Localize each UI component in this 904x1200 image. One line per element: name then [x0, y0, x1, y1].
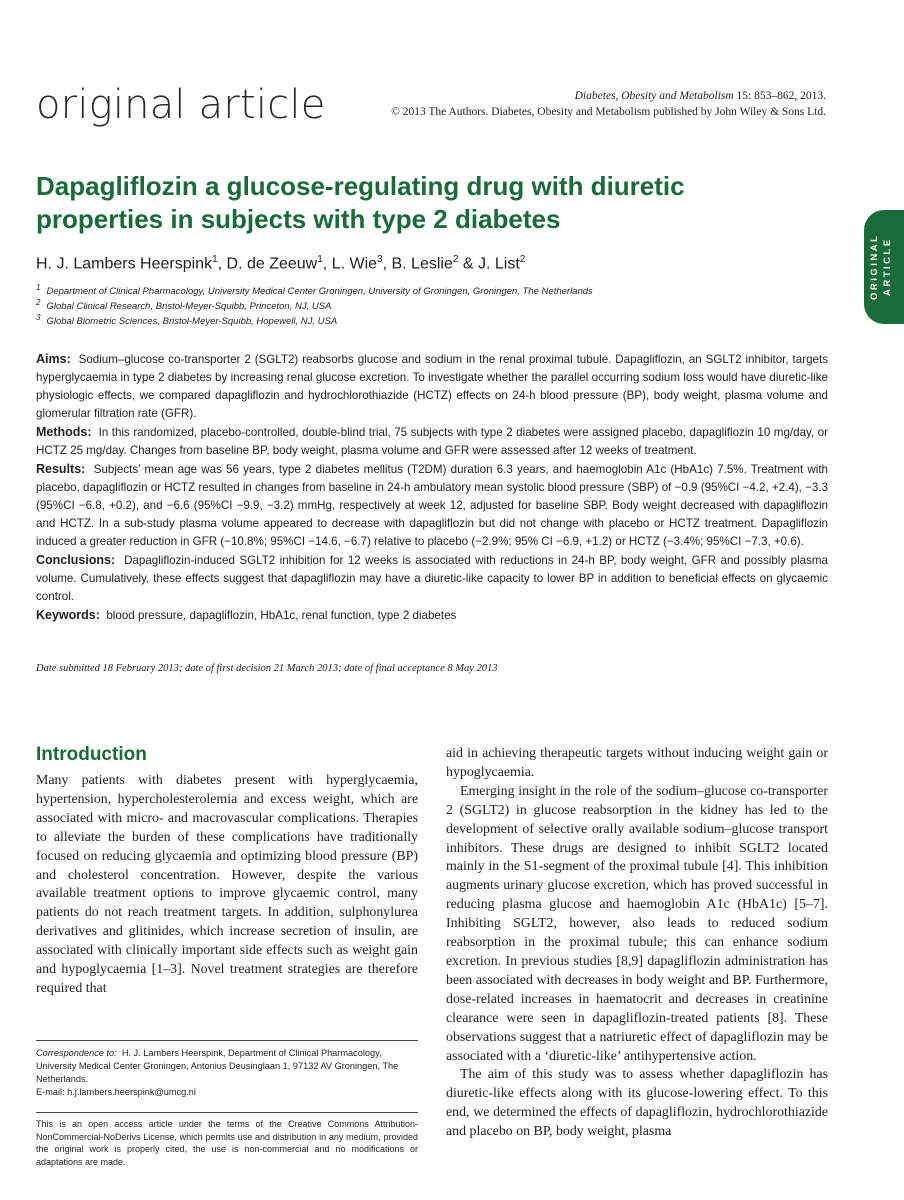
journal-volume: 15: 853–862, 2013.: [736, 90, 826, 102]
abstract-aims: Aims: Sodium–glucose co-transporter 2 (SGLT2) reabsorbs glucose and sodium in the renal proximal tubule. Dapagliflozin, an SGLT2 inhibitor, targets hyperglycaemia in type 2 diabetes by increasing renal glucose excretion. To investigate whether the parallel occurring sodium loss would have diuretic-like physiologic effects, we compared dapagliflozin and hydrochlorothiazide (HCTZ) effects on 24-h blood pressure (BP), body weight, plasma volume and glomerular filtration rate (GFR).: [36, 352, 828, 420]
author-list: [36, 250, 525, 274]
author-affiliation-mark: 1: [317, 254, 323, 265]
intro-paragraph: Emerging insight in the role of the sodium–glucose co-transporter 2 (SGLT2) in glucose reabsorption in the kidney has led to the development of selective orally available sodium–glucose transport inhibitors. These drugs are designed to inhibit SGLT2 located mainly in the S1-segment of the proximal tubule [4]. This inhibition augments urinary glucose excretion, which has proved successful in reducing plasma glucose and haemoglobin A1c (HbA1c) [5–7]. Inhibiting SGLT2, however, also leads to reduced sodium reabsorption in the proximal tubule; this can enhance sodium excretion. In previous studies [8,9] dapagliflozin administration has been associated with decreases in body weight and BP. Furthermore, dose-related increases in haematocrit and decreases in creatinine clearance were seen in dapagliflozin-treated patients [8]. These observations suggest that a natriuretic effect of dapagliflozin may be associated with a ‘diuretic-like’ antihypertensive action.: [446, 783, 828, 1064]
correspondence-label: Correspondence to:: [36, 1048, 117, 1058]
abstract-results: Results: Subjects’ mean age was 56 years, type 2 diabetes mellitus (T2DM) duration 6.3 years, and haemoglobin A1c (HbA1c) 7.5%. Treatment with placebo, dapagliflozin or HCTZ resulted in changes from baseline in 24-h ambulatory mean systolic blood pressure (SBP) of −0.9 (95%CI −4.2, +2.4), −3.3 (95%CI −6.8, +0.2), and −6.6 (95%CI −9.9, −3.2) mmHg, respectively at week 12, adjusted for baseline SBP. Body weight decreased with dapagliflozin and HCTZ. In a sub-study plasma volume appeared to decrease with dapagliflozin but did not change with placebo or HCTZ treatment. Dapagliflozin induced a greater reduction in GFR (−10.8%; 95%CI −14.6, −6.7) relative to placebo (−2.9%; 95% CI −6.9, +1.2) or HCTZ (−3.4%; 95%CI −7.3, +0.6).: [36, 462, 829, 548]
correspondence-note: [36, 1040, 418, 1099]
affiliation: $^3$ Global Biometric Sciences, Bristol-Meyer-Squibb, Hopewell, NJ, USA: [36, 313, 338, 328]
author-name: L. Wie: [331, 255, 378, 273]
intro-paragraph: aid in achieving therapeutic targets without inducing weight gain or hypoglycaemia.: [446, 746, 828, 780]
author-affiliation-mark: 3: [377, 254, 383, 265]
author-affiliation-mark: 1: [212, 254, 218, 265]
author-name: J. List: [477, 255, 520, 273]
author-separator: ,: [217, 255, 227, 273]
left-column: [36, 772, 418, 999]
tab-line-2: ARTICLE: [882, 237, 893, 297]
affiliation: $^2$ Global Clinical Research, Bristol-Meyer-Squibb, Princeton, NJ, USA: [36, 298, 332, 313]
author-separator: &: [458, 255, 478, 273]
author-affiliation-mark: 2: [519, 254, 526, 265]
journal-name: Diabetes, Obesity and Metabolism: [574, 90, 734, 102]
intro-paragraph: Many patients with diabetes present with hyperglycaemia, hypertension, hypercholesterolemia and excess weight, which are associated with micro- and macrovascular complications. Therapies to alleviate the burden of these complications have traditionally focused on reducing glycaemia and optimizing blood pressure (BP) and cholesterol concentration. However, despite the various available treatment options to improve glycaemic control, many patients do not reach treatment targets. In addition, sulphonylurea derivatives and glitinides, which increase secretion of insulin, are associated with clinically important side effects such as weight gain and hypoglycaemia [1–3]. Novel treatment strategies are therefore required that: [36, 773, 418, 996]
tab-line-1: ORIGINAL: [869, 233, 880, 301]
author-name: D. de Zeeuw: [226, 255, 318, 273]
correspondence-email[interactable]: E-mail: h.j.lambers.heerspink@umcg.nl: [36, 1087, 196, 1097]
article-title: Dapagliflozin a glucose-regulating drug with diuretic properties in subjects with type 2 diabetes: [36, 171, 685, 234]
submission-dates: Date submitted 18 February 2013; date of first decision 21 March 2013; date of final acceptance 8 May 2013: [36, 663, 498, 674]
author-separator: ,: [322, 255, 332, 273]
journal-citation: [391, 88, 826, 120]
author-separator: ,: [382, 255, 392, 273]
author-name: B. Leslie: [391, 255, 453, 273]
copyright: © 2013 The Authors. Diabetes, Obesity and Metabolism published by John Wiley & Sons Ltd.: [391, 106, 826, 118]
section-tab: [864, 210, 904, 324]
abstract-methods: Methods: In this randomized, placebo-controlled, double-blind trial, 75 subjects with type 2 diabetes were assigned placebo, dapagliflozin 10 mg/day, or HCTZ 25 mg/day. Changes from baseline BP, body weight, plasma volume and GFR were assessed after 12 weeks of treatment.: [36, 425, 828, 457]
introduction-heading: Introduction: [36, 744, 147, 765]
affiliation: $^1$ Department of Clinical Pharmacology, University Medical Center Groningen, University of Groningen, Groningen, The Netherlands: [36, 283, 593, 298]
right-column: [446, 745, 828, 1142]
open-access-note: This is an open access article under the terms of the Creative Commons Attribution-NonCommercial-NoDerivs License, which permits use and distribution in any medium, provided the original work is properly cited, the use is non-commercial and no modifications or adaptations are made.: [36, 1112, 418, 1168]
section-label: original article: [36, 82, 326, 128]
author-affiliation-mark: 2: [452, 254, 459, 265]
intro-paragraph: The aim of this study was to assess whether dapagliflozin has diuretic-like effects along with its glucose-lowering effect. To this end, we determined the effects of dapagliflozin, hydrochlorothiazide and placebo on BP, body weight, plasma: [446, 1067, 828, 1140]
abstract-conclusions: Conclusions: Dapagliflozin-induced SGLT2 inhibition for 12 weeks is associated with reductions in 24-h BP, body weight, GFR and possibly plasma volume. Cumulatively, these effects suggest that dapagliflozin may have a diuretic-like capacity to lower BP in addition to beneficial effects on glycaemic control.: [36, 553, 828, 603]
correspondence-text: H. J. Lambers Heerspink, Department of Clinical Pharmacology, University Medical Center Groningen, Antonius Deusinglaan 1, 97132 AV Groningen, The Netherlands.: [36, 1048, 399, 1084]
abstract-keywords: Keywords: blood pressure, dapagliflozin, HbA1c, renal function, type 2 diabetes: [36, 608, 457, 622]
author-name: H. J. Lambers Heerspink: [36, 255, 213, 273]
abstract: [36, 350, 828, 625]
